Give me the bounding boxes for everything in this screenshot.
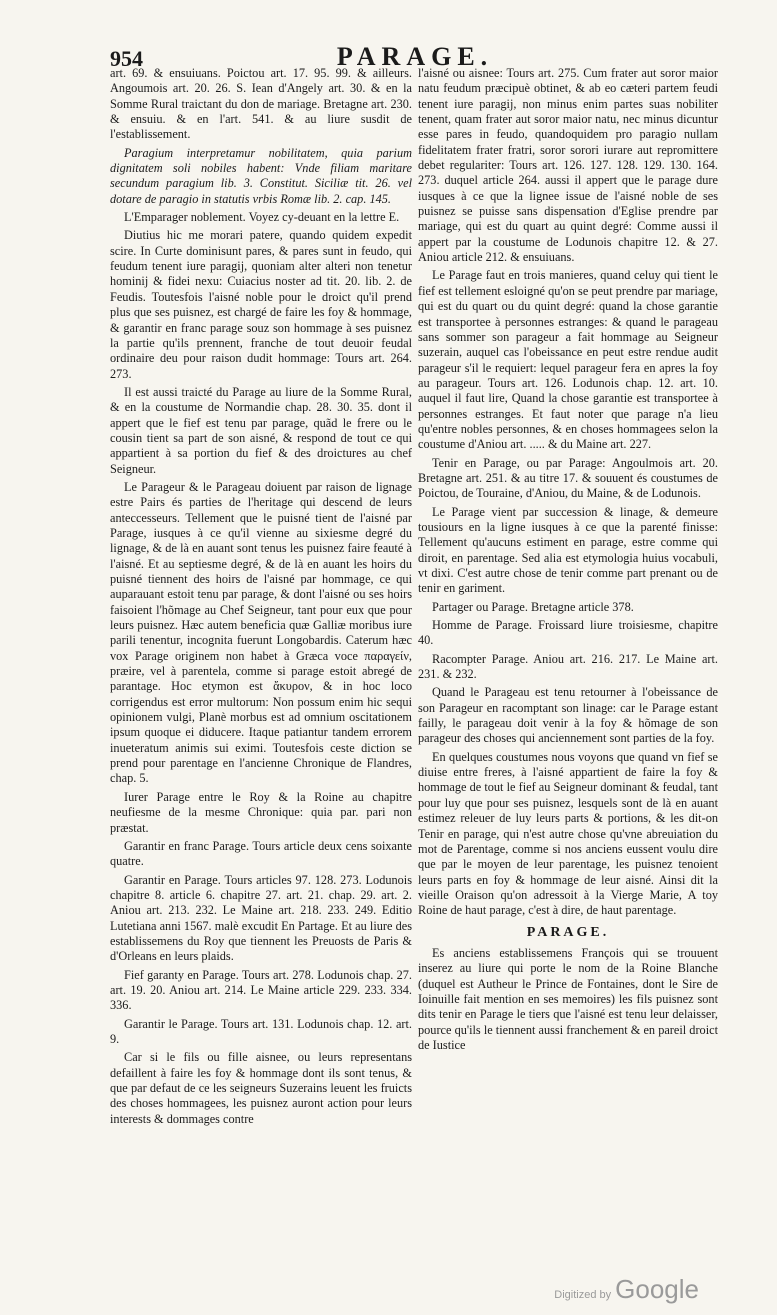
paragraph: Quand le Parageau est tenu retourner à l'obeissance de son Parageur en racomptant son linage: car le Parage estant failly, le parageau doit venir à la foy & hõmage de son parageur des choses qui anciennement sont parties de la foy.	[418, 685, 718, 746]
running-title: PARAGE.	[336, 42, 494, 71]
page-number: 954	[110, 46, 143, 71]
watermark-prefix: Digitized by	[554, 1289, 612, 1301]
paragraph: Le Parage vient par succession & linage, & demeure tousiours en la ligne iusques à ce que la parenté finisse: Tellement qu'aucuns estiment en parage, estre comme qui diroit, en parentage. Sed alia est etymologia huius vocabuli, vt dixi. C'est autre chose de tenir comme part prenant ou de tenir en gariment.	[418, 504, 718, 596]
paragraph: Garantir en Parage. Tours articles 97. 128. 273. Lodunois chapitre 8. article 6. chapitre 27. art. 21. chap. 29. art. 2. Aniou art. 213. 232. Le Maine art. 218. 233. 249. Editio Lutetiana anni 1567. malè excudit En Partage. Et au liure des establissemens du Roy que tiennent les Preuosts de Paris & d'Orleans en leurs plaids.	[110, 872, 412, 964]
paragraph: Le Parageur & le Parageau doiuent par raison de lignage estre Pairs és parties de l'heritage qui descend de leurs anteccesseurs. Tellement que le puisné tient de l'aisné par Parage, iusques à ce qu'il vienne au sixiesme degré du lignage, & de là en auant sont tenus les puisnez faire feauté à l'aisné. Et au septiesme degré, & de là en auant les hoirs du puisné tiennent des hoirs de l'aisné par hommage, ce qui auparauant estoit tenu par parage, & dont l'aisné ou ses hoirs faisoient l'hõmage au Chef Seigneur, tant pour eux que pour leurs puisnez. Hæc autem beneficia quæ Galliæ moribus iure parili tenentur, incognita fuerunt Longobardis. Caterum hæc vox Parage originem non habet à Græca voce παραγείν, præire, vel à parentela, comme si parage estoit abregé de parantage. Hoc etymon est ἄκυρον, & in hoc loco corrigendus est error multorum: Non possum enim hic sequi opinionem vulgi, Planè morbus est ad omnium oscitationem ipsum quoque ei diducere. Itaque patiantur tandem errorem inueteratum animis sui eximi. Toutesfois ceste diction se prend pour parentage en l'ancienne Chronique de Flandres, chap. 5.	[110, 479, 412, 786]
google-watermark	[554, 1274, 699, 1305]
paragraph: Car si le fils ou fille aisnee, ou leurs representans defaillent à faire les foy & hommage dont ils sont tenus, & que par defaut de ce les seigneurs Suzerains leuent les fruicts des choses hommagees, les puisnez auront action pour leurs interests & dommages contre	[110, 1050, 412, 1126]
paragraph: Es anciens establissemens François qui se trouuent inserez au liure qui porte le nom de la Roine Blanche (duquel est Autheur le Prince de Fontaines, dont le Sire de Ioinuille fait mention en ses memoires) les fils puisnez sont dits tenir en Parage le tiers que l'aisné est tenu leur delaisser, pource qu'ils le tiennent aussi franchement & en pareil droict de Iustice	[418, 945, 718, 1052]
section-heading: PARAGE.	[526, 924, 610, 940]
paragraph: Partager ou Parage. Bretagne article 378.	[432, 599, 634, 614]
paragraph: Paragium interpretamur nobilitatem, quia parium dignitatem soli nobiles habent: Vnde filiam maritare secundum paragium lib. 3. Constitut. Siciliæ tit. 26. vel dotare de paragio in statutis vrbis Romæ lib. 2. cap. 145.	[110, 145, 412, 206]
paragraph: Fief garanty en Parage. Tours art. 278. Lodunois chap. 27. art. 19. 20. Aniou art. 214. Le Maine article 229. 233. 334. 336.	[110, 967, 412, 1013]
paragraph: l'aisné ou aisnee: Tours art. 275. Cum frater aut soror maior natu feudum præcipuè obtinet, & ab eo cæteri partem feudi tenent iure paragij, non minus enim partes suas nobiliter tenent, quam frater aut soror maior natu, nec minus dicuntur esse pares in feudo, quandoquidem pro paragio nullam fidelitatem frater fratri, soror sorori iurare aut repromittere debet regulariter: Tours art. 126. 127. 128. 129. 130. 164. 273. duquel article 264. aussi il appert que le parage dure iusques à ce que la lignee issue de l'aisné noble de ses puisnez se puisse sans dispensation d'Eglise prendre par mariage, qui est du quart au quint degré: Comme aussi il appert par la coustume de Lodunois chapitre 12. & 27. Aniou article 212. & ensuiuans.	[418, 66, 718, 265]
paragraph: Racompter Parage. Aniou art. 216. 217. Le Maine art. 231. & 232.	[418, 651, 718, 682]
paragraph: Garantir en franc Parage. Tours article deux cens soixante quatre.	[110, 838, 412, 869]
left-column	[110, 66, 412, 1130]
paragraph: En quelques coustumes nous voyons que quand vn fief se diuise entre freres, à l'aisné appartient de faire la foy & hommage de tout le fief au Seigneur dominant & feudal, tant pour luy que pour ses puisnez, lesquels sont de là en auant estimez releuer de luy leurs parts & portions, & les dit-on Tenir en parage, qui n'est autre chose qu'vne abreuiation du mot de Parentage, comme si nos anciens eussent voulu dire que par le moyen de leur parentage, les puisnez tenoient leurs parts en foy & hommage de leur aisné. Ainsi dit la vieille Oraison qu'on adressoit à la Vierge Marie, A toy Roine de haut parage, c'est à dire, de haut parentage.	[418, 749, 718, 918]
paragraph: L'Emparager noblement. Voyez cy-deuant en la lettre E.	[124, 210, 400, 225]
paragraph: Homme de Parage. Froissard liure troisiesme, chapitre 40.	[418, 618, 718, 648]
paragraph: Diutius hic me morari patere, quando quidem expedit scire. In Curte dominisunt pares, & pares sunt in feudo, qui feudum tenent iure paragij, quoniam alter alteri non tenetur hominij & fidei nexu: Cuiacius noster ad tit. 20. lib. 2. de Feudis. Toutesfois l'aisné noble pour le droict qu'il prend plus que ses puisnez, est chargé de faire les foy & hommage, & garantir en franc parage souz son hommage à ses puisnez la partie qu'ils prennent, franche de tout deuoir feudal ordinaire deu pour raison dudit hommage: Tours art. 264. 273.	[110, 228, 412, 381]
paragraph: Tenir en Parage, ou par Parage: Angoulmois art. 20. Bretagne art. 251. & au titre 17. & souuent és coustumes de Poictou, de Touraine, d'Aniou, du Maine, & de Lodunois.	[418, 455, 718, 501]
paragraph: art. 69. & ensuiuans. Poictou art. 17. 95. 99. & ailleurs. Angoumois art. 20. 26. S. Iean d'Angely art. 30. & en la Somme Rural traictant du don de mariage. Bretagne art. 230. & ensuiu. & en l'art. 541. & au liure susdit de l'establissement.	[110, 66, 412, 142]
paragraph: Garantir le Parage. Tours art. 131. Lodunois chap. 12. art. 9.	[110, 1016, 412, 1046]
right-column	[418, 66, 718, 1056]
paragraph: Iurer Parage entre le Roy & la Roine au chapitre neufiesme de la mesme Chronique: quia par. pari non præstat.	[110, 789, 412, 835]
paragraph: Il est aussi traicté du Parage au liure de la Somme Rural, & en la coustume de Normandie chap. 28. 30. 35. dont il appert que le fief est tenu par parage, quãd le frere ou le cousin tient sa part de son aisné, & respond de tout ce qui appartient à sa portion du fief & des droictures au chef Seigneur.	[110, 384, 412, 476]
google-logo: Google	[615, 1274, 699, 1304]
paragraph: Le Parage faut en trois manieres, quand celuy qui tient le fief est tellement esloigné qu'on se peut prendre par mariage, qui est du quart ou du quint degré: quand la chose garantie est transportee à personnes estranges: & quand le parageau sans sommer son parageur a fait hommage au Seigneur suzerain, auquel cas l'obeissance en peut estre rendue audit parageur s'il le requiert: lequel parageur fera en apres la foy au parageur. Tours art. 126. Lodunois chap. 12. art. 10. auquel il faut lire, Quand la chose garantie est transportee à personnes estranges. Et faut noter que parage n'a lieu qu'entre nobles personnes, & en choses hommagees selon la coustume d'Aniou art. ..... & du Maine art. 227.	[418, 268, 718, 452]
